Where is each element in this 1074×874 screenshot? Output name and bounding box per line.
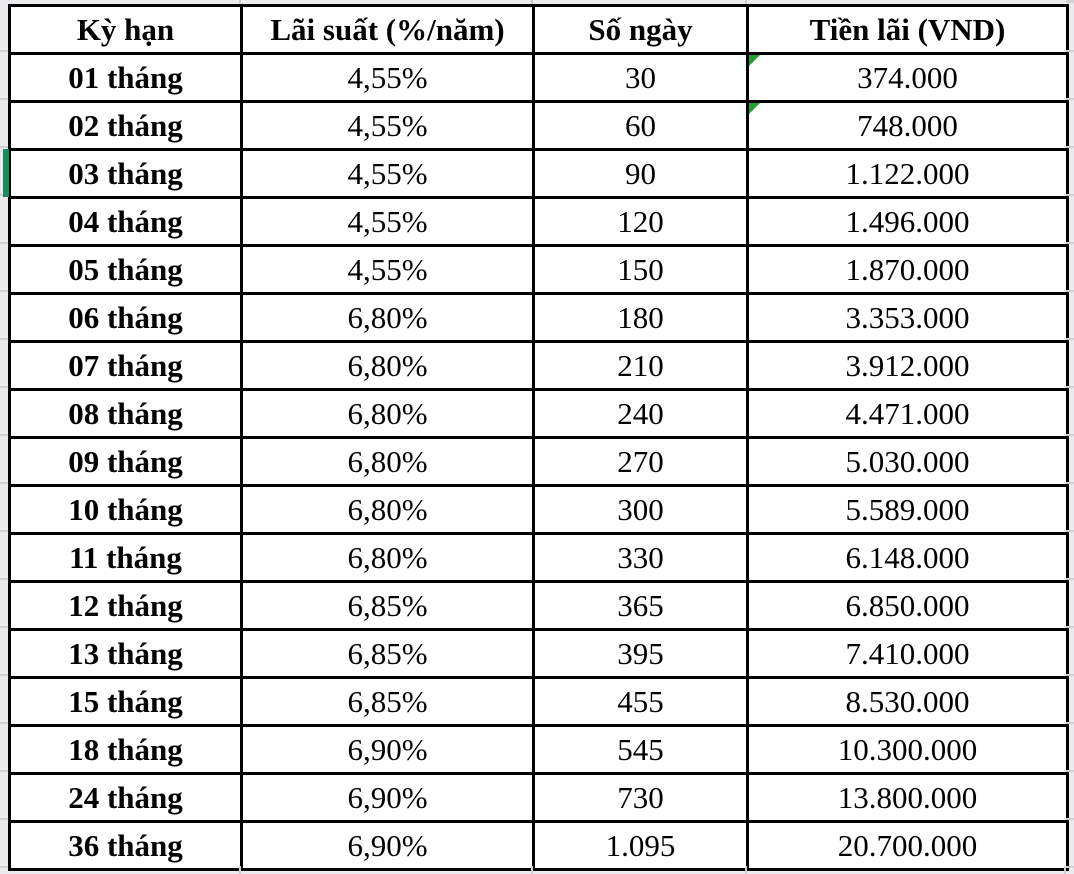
gridline (1066, 434, 1074, 436)
table-row (10, 150, 1068, 198)
gridline (1066, 386, 1074, 388)
table-row (10, 102, 1068, 150)
gridline (0, 386, 8, 388)
gridline (0, 50, 8, 52)
rate-table-body (10, 54, 1068, 870)
table-row (10, 198, 1068, 246)
selection-indicator (3, 149, 9, 197)
rate-cell[interactable]: 4,55% (242, 102, 534, 150)
days-cell[interactable]: 210 (534, 342, 748, 390)
rate-cell[interactable]: 6,85% (242, 582, 534, 630)
gridline (0, 98, 8, 100)
term-cell[interactable]: 04 tháng (10, 198, 242, 246)
table-row (10, 774, 1068, 822)
interest-cell[interactable]: 6.850.000 (748, 582, 1068, 630)
cell-error-flag-icon (749, 103, 760, 114)
interest-cell[interactable]: 20.700.000 (748, 822, 1068, 870)
days-cell[interactable]: 30 (534, 54, 748, 102)
table-row (10, 534, 1068, 582)
gridline (1066, 722, 1074, 724)
interest-cell[interactable]: 1.122.000 (748, 150, 1068, 198)
rate-cell[interactable]: 6,90% (242, 726, 534, 774)
days-cell[interactable]: 180 (534, 294, 748, 342)
term-cell[interactable]: 09 tháng (10, 438, 242, 486)
gridline (1066, 194, 1074, 196)
gridline (0, 626, 8, 628)
gridline (0, 866, 8, 868)
interest-cell[interactable]: 6.148.000 (748, 534, 1068, 582)
header-row (10, 6, 1068, 54)
gridline (0, 242, 8, 244)
interest-cell[interactable]: 5.030.000 (748, 438, 1068, 486)
interest-cell[interactable]: 4.471.000 (748, 390, 1068, 438)
rate-cell[interactable]: 6,80% (242, 534, 534, 582)
rate-cell[interactable]: 4,55% (242, 198, 534, 246)
cell-error-flag-icon (749, 55, 760, 66)
interest-cell[interactable]: 1.496.000 (748, 198, 1068, 246)
rate-cell[interactable]: 6,80% (242, 438, 534, 486)
days-cell[interactable]: 240 (534, 390, 748, 438)
days-cell[interactable]: 330 (534, 534, 748, 582)
gridline (745, 0, 747, 4)
table-row (10, 582, 1068, 630)
interest-cell[interactable]: 374.000 (748, 54, 1068, 102)
table-row (10, 54, 1068, 102)
gridline (0, 770, 8, 772)
gridline (1066, 338, 1074, 340)
interest-cell[interactable]: 7.410.000 (748, 630, 1068, 678)
interest-cell[interactable]: 3.353.000 (748, 294, 1068, 342)
table-row (10, 390, 1068, 438)
days-cell[interactable]: 150 (534, 246, 748, 294)
days-cell[interactable]: 300 (534, 486, 748, 534)
rate-cell[interactable]: 6,90% (242, 774, 534, 822)
table-row (10, 294, 1068, 342)
term-cell[interactable]: 18 tháng (10, 726, 242, 774)
term-cell[interactable]: 02 tháng (10, 102, 242, 150)
gridline (531, 866, 533, 874)
term-cell[interactable]: 15 tháng (10, 678, 242, 726)
interest-cell[interactable]: 748.000 (748, 102, 1068, 150)
gridline (0, 482, 8, 484)
term-cell[interactable]: 05 tháng (10, 246, 242, 294)
interest-cell[interactable]: 1.870.000 (748, 246, 1068, 294)
gridline (0, 146, 8, 148)
table-row (10, 246, 1068, 294)
interest-cell[interactable]: 13.800.000 (748, 774, 1068, 822)
rate-cell[interactable]: 4,55% (242, 54, 534, 102)
interest-cell[interactable]: 10.300.000 (748, 726, 1068, 774)
gridline (0, 722, 8, 724)
rate-cell[interactable]: 4,55% (242, 246, 534, 294)
header-cell-rate[interactable]: Lãi suất (%/năm) (242, 6, 534, 54)
gridline (0, 578, 8, 580)
gridline (1066, 146, 1074, 148)
term-cell[interactable]: 11 tháng (10, 534, 242, 582)
rate-cell[interactable]: 4,55% (242, 150, 534, 198)
interest-rate-table (8, 4, 1069, 871)
header-cell-interest[interactable]: Tiền lãi (VND) (748, 6, 1068, 54)
term-cell[interactable]: 10 tháng (10, 486, 242, 534)
gridline (1066, 530, 1074, 532)
days-cell[interactable]: 545 (534, 726, 748, 774)
gridline (239, 866, 241, 874)
gridline (0, 818, 8, 820)
rate-cell[interactable]: 6,80% (242, 486, 534, 534)
table-row (10, 438, 1068, 486)
gridline (0, 530, 8, 532)
term-cell[interactable]: 03 tháng (10, 150, 242, 198)
days-cell[interactable]: 1.095 (534, 822, 748, 870)
gridline (1066, 626, 1074, 628)
rate-cell[interactable]: 6,80% (242, 294, 534, 342)
interest-cell[interactable]: 3.912.000 (748, 342, 1068, 390)
days-cell[interactable]: 120 (534, 198, 748, 246)
header-cell-days[interactable]: Số ngày (534, 6, 748, 54)
days-cell[interactable]: 395 (534, 630, 748, 678)
table-row (10, 630, 1068, 678)
gridline (1066, 770, 1074, 772)
days-cell[interactable]: 730 (534, 774, 748, 822)
gridline (1066, 0, 1074, 3)
rate-cell[interactable]: 6,80% (242, 342, 534, 390)
days-cell[interactable]: 455 (534, 678, 748, 726)
table-row (10, 822, 1068, 870)
gridline (1066, 578, 1074, 580)
days-cell[interactable]: 270 (534, 438, 748, 486)
days-cell[interactable]: 60 (534, 102, 748, 150)
interest-cell[interactable]: 5.589.000 (748, 486, 1068, 534)
gridline (1066, 98, 1074, 100)
term-cell[interactable]: 24 tháng (10, 774, 242, 822)
term-cell[interactable]: 08 tháng (10, 390, 242, 438)
term-cell[interactable]: 13 tháng (10, 630, 242, 678)
interest-cell[interactable]: 8.530.000 (748, 678, 1068, 726)
days-cell[interactable]: 365 (534, 582, 748, 630)
table-row (10, 342, 1068, 390)
gridline (1066, 50, 1074, 52)
gridline (0, 434, 8, 436)
gridline (1066, 242, 1074, 244)
gridline (1066, 818, 1074, 820)
term-cell[interactable]: 07 tháng (10, 342, 242, 390)
gridline (745, 866, 747, 874)
term-cell[interactable]: 36 tháng (10, 822, 242, 870)
header-cell-term[interactable]: Kỳ hạn (10, 6, 242, 54)
gridline (1066, 482, 1074, 484)
gridline (1066, 290, 1074, 292)
rate-cell[interactable]: 6,85% (242, 630, 534, 678)
gridline (1066, 866, 1074, 868)
rate-cell[interactable]: 6,85% (242, 678, 534, 726)
table-row (10, 726, 1068, 774)
term-cell[interactable]: 06 tháng (10, 294, 242, 342)
gridline (1066, 674, 1074, 676)
days-cell[interactable]: 90 (534, 150, 748, 198)
gridline (239, 0, 241, 4)
table-row (10, 486, 1068, 534)
gridline (531, 0, 533, 4)
rate-cell[interactable]: 6,80% (242, 390, 534, 438)
table-row (10, 678, 1068, 726)
gridline (0, 290, 8, 292)
gridline (0, 338, 8, 340)
term-cell[interactable]: 01 tháng (10, 54, 242, 102)
term-cell[interactable]: 12 tháng (10, 582, 242, 630)
gridline (0, 674, 8, 676)
rate-cell[interactable]: 6,90% (242, 822, 534, 870)
